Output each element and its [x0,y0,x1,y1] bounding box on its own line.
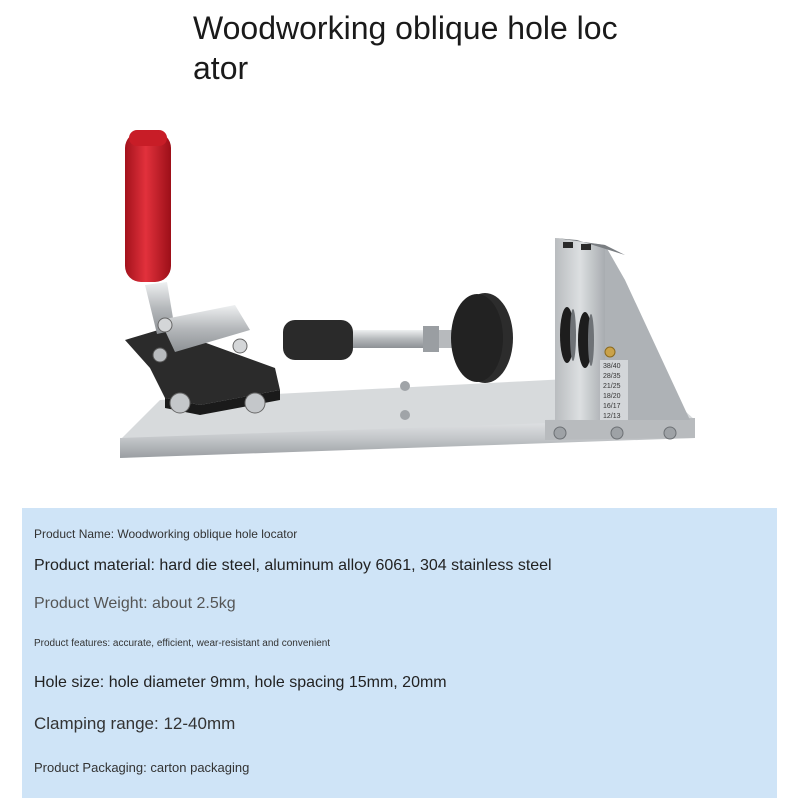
spec-panel [22,508,777,798]
scale-label: 12/13 [603,413,621,420]
spec-weight: Product Weight: about 2.5kg [34,595,236,612]
product-photo [105,120,705,460]
scale-label: 38/40 [603,363,621,370]
spec-material: Product material: hard die steel, aluminum alloy 6061, 304 stainless steel [34,557,552,574]
scale-label: 16/17 [603,403,621,410]
product-title: Woodworking oblique hole locator [193,10,618,86]
scale-label: 21/25 [603,383,621,390]
scale-label: 18/20 [603,393,621,400]
toggle-clamp [125,130,513,420]
drill-guide-block [554,238,690,439]
spec-features: Product features: accurate, efficient, wear-resistant and convenient [34,638,331,649]
spec-clamping-range: Clamping range: 12-40mm [34,714,236,733]
spec-hole-size: Hole size: hole diameter 9mm, hole spacing 15mm, 20mm [34,674,447,691]
scale-label: 28/35 [603,373,621,380]
spec-packaging: Product Packaging: carton packaging [34,760,250,775]
spec-product-name: Product Name: Woodworking oblique hole locator [34,527,298,541]
